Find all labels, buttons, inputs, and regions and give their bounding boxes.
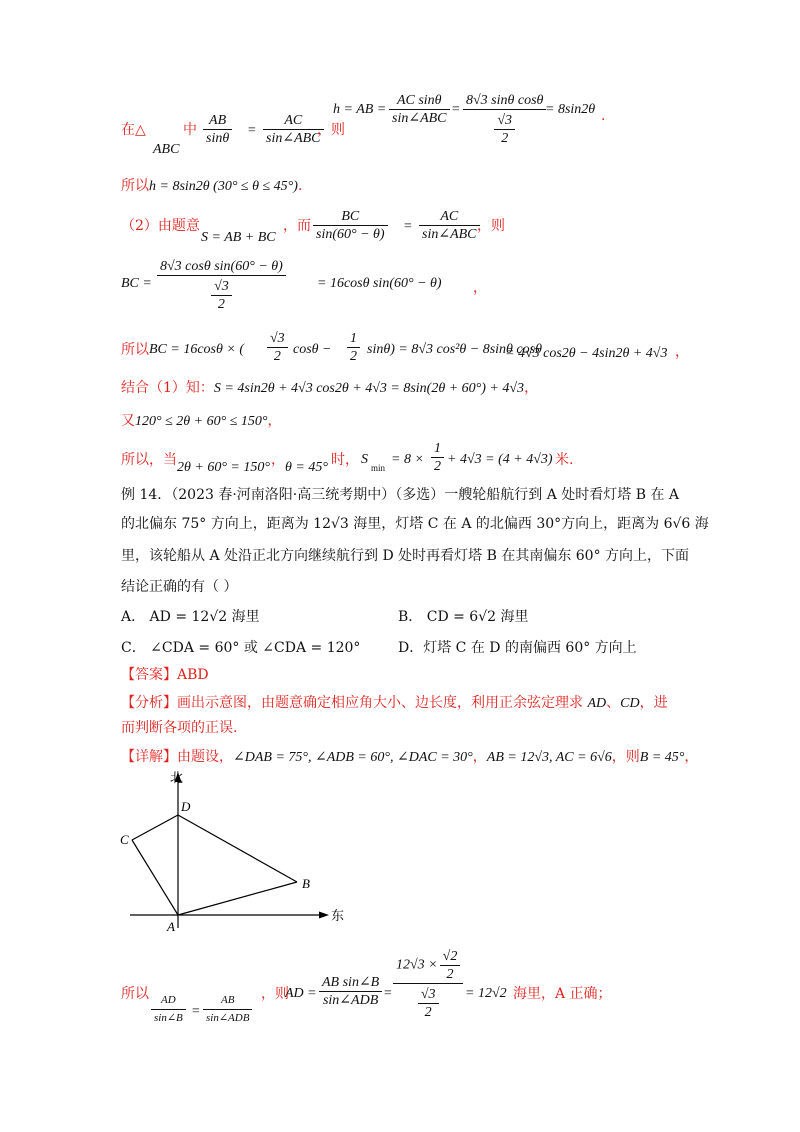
- answer-line: [121, 665, 209, 685]
- fraction: $\frac{√3}{2}$: [267, 330, 288, 365]
- fraction: $\frac{\text{8√3 cosθ sin(60° − θ)}}{\frac{√3}{2}}$: [157, 258, 286, 313]
- math: ABC: [153, 142, 180, 157]
- segment-ab: [178, 882, 297, 915]
- text: ，而: [283, 218, 311, 234]
- text: 中: [183, 122, 197, 138]
- east-label: 东: [331, 909, 345, 924]
- math: =: [383, 986, 393, 1001]
- text: 由题设，: [177, 749, 233, 765]
- math: CD: [620, 696, 640, 711]
- math: =: [247, 123, 257, 138]
- segment-dc: [132, 815, 178, 840]
- example-line-3: 里，该轮船从 A 处沿正北方向继续航行到 D 处时再看灯塔 B 在其南偏东 60° 方向上，下面: [121, 548, 690, 564]
- analysis-line-1: [121, 693, 668, 714]
- fraction: 12√3 × $\frac{√2}{2}$ $\frac{√3}{2}$: [393, 948, 463, 1021]
- math: AD: [587, 696, 607, 711]
- math: θ = 45°: [285, 460, 328, 475]
- text: 、: [606, 695, 621, 711]
- math: = 4√3 cos2θ − 4sin2θ + 4√3: [505, 346, 668, 361]
- text: .: [297, 178, 303, 194]
- fraction: AC sin∠ABC: [419, 208, 480, 243]
- fraction: $\frac{AB}{\sin\theta}$: [203, 112, 232, 147]
- math: ∠DAB = 75°, ∠ADB = 60°, ∠DAC = 30°: [233, 750, 473, 765]
- line-2: [121, 176, 302, 197]
- east-arrow-icon: [319, 912, 329, 919]
- math: sinθ) = 8√3 cos²θ − 8sinθ cosθ: [367, 342, 542, 357]
- text: ，: [473, 280, 487, 296]
- math: S: [361, 452, 368, 467]
- text: 在△: [121, 122, 146, 138]
- text: .: [601, 108, 606, 124]
- math: = 8 ×: [391, 452, 424, 467]
- math: = 16cosθ sin(60° − θ): [317, 276, 442, 291]
- detail-tag: 【详解】: [121, 749, 177, 765]
- text: （2）由题意: [121, 218, 200, 234]
- text: ，则: [611, 749, 640, 765]
- option-b: B． CD = 6√2 海里: [398, 609, 529, 625]
- fraction: AC sinθ sin∠ABC: [389, 92, 450, 127]
- example-line-4: 结论正确的有（ ）: [121, 579, 238, 595]
- text: ，: [524, 380, 539, 396]
- example-line-1: 例 14．（2023 春·河南洛阳·高三统考期中）（多选）一艘轮船航行到 A 处时看灯塔 B 在 A: [121, 487, 680, 503]
- segment-ca: [132, 840, 178, 915]
- math: 120° ≤ 2θ + 60° ≤ 150°: [135, 414, 268, 429]
- text: 时，: [331, 452, 359, 468]
- analysis-line-2: 而判断各项的正误.: [121, 720, 238, 736]
- text: ，: [675, 344, 689, 360]
- text: ，: [267, 413, 282, 429]
- option-d: D．灯塔 C 在 D 的南偏西 60° 方向上: [398, 640, 637, 656]
- math: 2θ + 60° = 150°: [177, 460, 270, 475]
- text: ，: [472, 749, 487, 765]
- analysis-tag: 【分析】: [121, 695, 177, 711]
- answer-tag: 【答案】: [121, 667, 177, 683]
- text: 海里，A 正确；: [513, 986, 612, 1002]
- text: ，进: [639, 695, 668, 711]
- text: ，: [271, 452, 285, 468]
- math: S = 4sin2θ + 4√3 cos2θ + 4√3 = 8sin(2θ + 60°) + 4√3: [213, 381, 525, 396]
- text: 又: [121, 413, 135, 429]
- fraction: $\frac{\text{8√3 sinθ cosθ}}{\frac{√3}{2}}$: [463, 92, 546, 147]
- option-a: A． AD = 12√2 海里: [121, 609, 260, 625]
- geometry-diagram: [115, 768, 345, 938]
- text: 所以: [121, 986, 149, 1002]
- fraction: $\frac{1}{2}$: [347, 330, 360, 365]
- math: h = 8sin2θ (30° ≤ θ ≤ 45°): [149, 179, 298, 194]
- text: 米.: [555, 452, 574, 468]
- fraction: AB sin∠ADB: [203, 992, 252, 1027]
- north-label: 北: [170, 771, 184, 786]
- point-b-label: B: [302, 876, 310, 891]
- math: BC =: [121, 276, 152, 291]
- point-a-label: A: [167, 919, 175, 934]
- fraction: AC sin∠ABC: [263, 112, 324, 147]
- math: BC = 16cosθ × (: [149, 342, 244, 357]
- line-7: [121, 411, 282, 432]
- text: ，则: [317, 122, 345, 138]
- text: ，: [684, 749, 699, 765]
- math: min: [371, 463, 386, 473]
- text: 所以: [121, 178, 149, 194]
- text: ，则: [477, 218, 505, 234]
- example-line-2: 的北偏东 75° 方向上，距离为 12√3 海里，灯塔 C 在 A 的北偏西 30°方向上，距离为 6√6 海: [121, 516, 709, 532]
- math: + 4√3 = (4 + 4√3): [447, 452, 553, 467]
- fraction: $\frac{1}{2}$: [431, 440, 444, 475]
- math: = 8sin2θ: [545, 102, 596, 117]
- point-d-label: D: [181, 799, 191, 814]
- fraction: $\frac{BC}{\sin(60^\circ - \theta)}$: [313, 208, 388, 243]
- math: AB = 12√3, AC = 6√6: [486, 750, 612, 765]
- analysis-text: 画出示意图，由题意确定相应角大小、边长度，利用正余弦定理求: [177, 695, 583, 711]
- line-6: [121, 378, 538, 399]
- text: ，则: [261, 986, 289, 1002]
- segment-bd: [178, 815, 297, 882]
- detail-line: [121, 747, 698, 768]
- math: = 12√2: [465, 986, 507, 1001]
- math: AD =: [285, 986, 317, 1001]
- point-c-label: C: [120, 832, 129, 847]
- fraction: $\frac{AD}{\sin\angle B}$: [151, 992, 186, 1027]
- fraction: AB sin∠B sin∠ADB: [319, 974, 382, 1009]
- text: 结合（1）知：: [121, 380, 214, 396]
- math: B = 45°: [639, 750, 685, 765]
- option-c: C． ∠CDA = 60° 或 ∠CDA = 120°: [121, 640, 361, 656]
- text: 所以: [121, 342, 149, 358]
- math: S = AB + BC: [201, 230, 276, 245]
- answer-value: ABD: [177, 667, 209, 683]
- math: h = AB =: [333, 102, 387, 117]
- text: 所以，当: [121, 452, 177, 468]
- math: cosθ −: [293, 342, 332, 357]
- math: =: [191, 1004, 201, 1019]
